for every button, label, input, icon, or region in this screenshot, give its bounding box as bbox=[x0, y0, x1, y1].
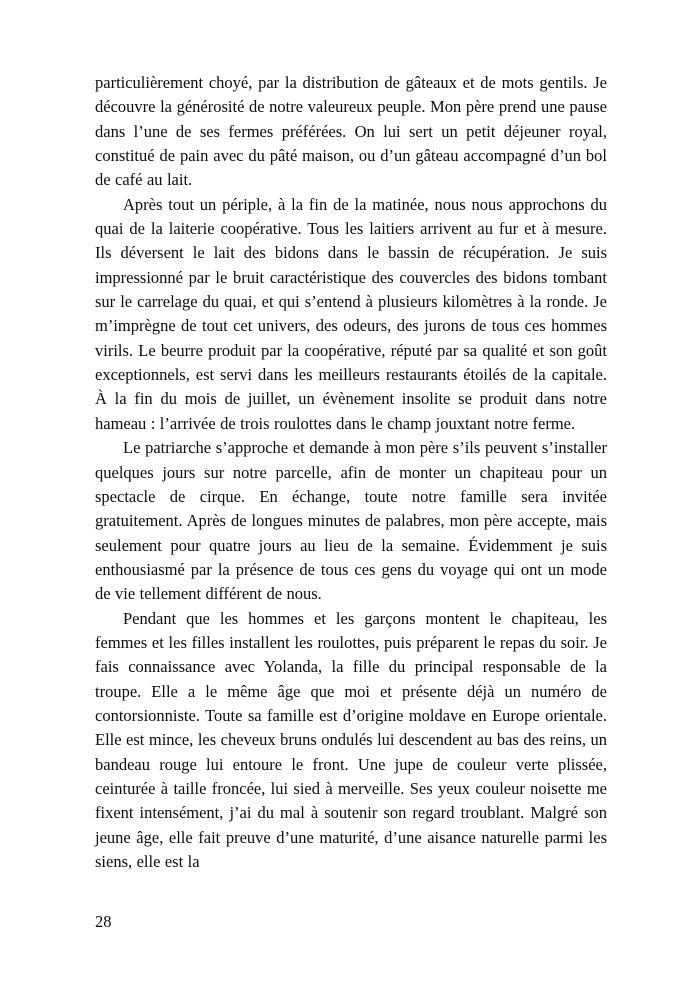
page-number: 28 bbox=[95, 912, 112, 931]
paragraph-continuation: particulièrement choyé, par la distribution de gâteaux et de mots gentils. Je découvre la générosité de notre valeureux peuple. Mon père prend une pause dans l’une de ses fermes préférées. On lui sert un petit déjeuner royal, constitué de pain avec du pâté maison, ou d’un gâteau accompagné d’un bol de café au lait. bbox=[95, 73, 607, 190]
body-text bbox=[95, 71, 607, 874]
paragraph-patriarche: Le patriarche s’approche et demande à mon père s’ils peuvent s’installer quelques jours sur notre parcelle, afin de monter un chapiteau pour un spectacle de cirque. En échange, toute notre famille sera invitée gratuitement. Après de longues minutes de palabres, mon père accepte, mais seulement pour quatre jours au lieu de la semaine. Évidemment je suis enthousiasmé par la présence de tous ces gens du voyage qui ont un mode de vie tellement différent de nous. bbox=[95, 438, 607, 604]
paragraph-laiterie: Après tout un périple, à la fin de la matinée, nous nous approchons du quai de la laiterie coopérative. Tous les laitiers arrivent au fur et à mesure. Ils déversent le lait des bidons dans le bassin de récupération. Je suis impressionné par le bruit caractéristique des couvercles des bidons tombant sur le carrelage du quai, et qui s’entend à plusieurs kilomètres à la ronde. Je m’imprègne de tout cet univers, des odeurs, des jurons de tous ces hommes virils. Le beurre produit par la coopérative, réputé par sa qualité et son goût exceptionnels, est servi dans les meilleurs restaurants étoilés de la capitale. À la fin du mois de juillet, un évènement insolite se produit dans notre hameau : l’arrivée de trois roulottes dans le champ jouxtant notre ferme. bbox=[95, 194, 607, 433]
paragraph-yolanda: Pendant que les hommes et les garçons montent le chapiteau, les femmes et les filles installent les roulottes, puis préparent le repas du soir. Je fais connaissance avec Yolanda, la fille du principal responsable de la troupe. Elle a le même âge que moi et présente déjà un numéro de contorsionniste. Toute sa famille est d’origine moldave en Europe orientale. Elle est mince, les cheveux bruns ondulés lui descendent au bas des reins, un bandeau rouge lui entoure le front. Une jupe de couleur verte plissée, ceinturée à taille froncée, lui sied à merveille. Ses yeux couleur noisette me fixent intensément, j’ai du mal à soutenir son regard troublant. Malgré son jeune âge, elle fait preuve d’une maturité, d’une aisance naturelle parmi les siens, elle est la bbox=[95, 608, 607, 871]
